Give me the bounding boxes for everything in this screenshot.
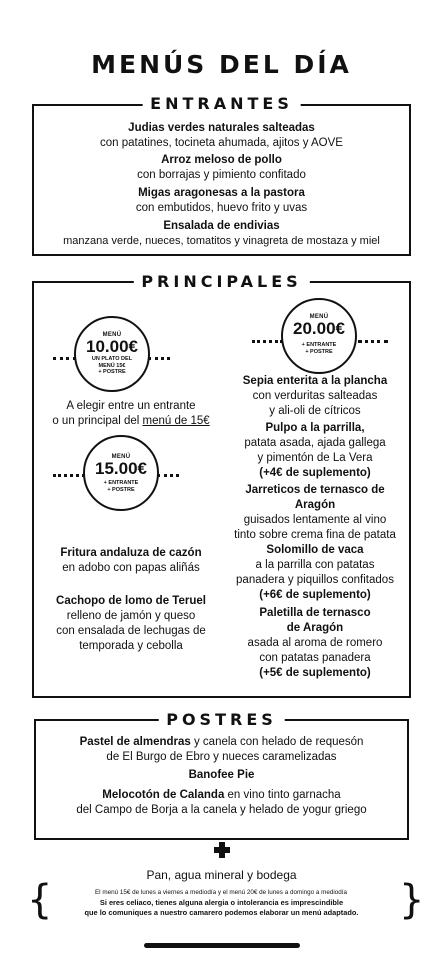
- dish-line: [34, 788, 409, 803]
- postre-item: [34, 735, 409, 765]
- dish-description: con verduritas salteadas: [252, 390, 378, 402]
- dish-name: Banofee Pie: [188, 769, 255, 781]
- dotted-line: [148, 357, 170, 360]
- dish-name: Ensalada de endivias: [163, 220, 280, 232]
- dish-description: y ali-oli de cítricos: [269, 405, 361, 417]
- dish-line: [34, 735, 409, 750]
- allergy-note: Si eres celiaco, tienes alguna alergia o intolerancia es imprescindible: [99, 898, 344, 907]
- principal-item: [26, 594, 236, 654]
- principal-item: [222, 374, 408, 419]
- principal-item: [216, 543, 414, 603]
- principal-item: [222, 421, 408, 481]
- dish-name: Jarreticos de ternasco de: [245, 484, 385, 496]
- postre-item: [34, 788, 409, 818]
- dish-description: en adobo con papas aliñás: [62, 562, 200, 574]
- dish-description: panadera y piquillos confitados: [236, 574, 394, 586]
- dish-description: de El Burgo de Ebro y nueces caramelizadas: [106, 751, 337, 763]
- postres-heading: POSTRES: [158, 710, 285, 729]
- menu-includes: MENÚ 15€: [98, 362, 126, 369]
- principal-item: [222, 606, 408, 681]
- dish-description: relleno de jamón y queso: [66, 610, 196, 622]
- dotted-line: [252, 340, 283, 343]
- dish-description: con borrajas y pimiento confitado: [137, 169, 306, 181]
- dish-description: y canela con helado de requesón: [190, 736, 364, 748]
- plus-icon: [214, 842, 230, 858]
- dish-name: Aragón: [294, 499, 336, 511]
- entrante-item: [32, 153, 411, 183]
- dish-description: en vino tinto garnacha: [224, 789, 341, 801]
- dish-name: Solomillo de vaca: [266, 544, 364, 556]
- principal-item: [216, 483, 414, 543]
- menu-label: MENÚ: [102, 332, 122, 338]
- schedule-note: El menú 15€ de lunes a viernes a mediodía y el menú 20€ de lunes a domingo a mediodía: [94, 889, 348, 896]
- menu-includes: UN PLATO DEL: [91, 356, 133, 362]
- entrante-item: [32, 121, 411, 151]
- dish-name: Melocotón de Calanda: [102, 789, 225, 801]
- menu-label: MENÚ: [309, 314, 329, 320]
- right-brace-icon: }: [399, 877, 425, 923]
- extras-line: Pan, agua mineral y bodega: [146, 868, 297, 882]
- dish-name: Judias verdes naturales salteadas: [128, 122, 315, 134]
- note-line: [36, 414, 226, 429]
- menu-includes: + POSTRE: [107, 486, 135, 493]
- dish-name: Pulpo a la parrilla,: [265, 422, 365, 434]
- menu-includes: + ENTRANTE: [103, 480, 139, 486]
- menu-price: 20.00€: [293, 319, 345, 338]
- dish-description: y pimentón de La Vera: [257, 452, 373, 464]
- menu-includes: + POSTRE: [98, 369, 126, 375]
- supplement: (+5€ de suplemento): [259, 667, 371, 679]
- menu-15-badge: [83, 435, 159, 511]
- dish-description: patata asada, ajada gallega: [244, 437, 386, 449]
- dish-description: temporada y cebolla: [79, 640, 183, 652]
- dish-name: Migas aragonesas a la pastora: [138, 187, 305, 199]
- dotted-line: [53, 474, 85, 477]
- dish-description: manzana verde, nueces, tomatitos y vinagreta de mostaza y miel: [63, 235, 380, 247]
- entrante-item: [32, 186, 411, 216]
- dish-description: con embutidos, huevo frito y uvas: [135, 202, 308, 214]
- supplement: (+4€ de suplemento): [259, 467, 371, 479]
- menu-20-badge: [281, 298, 357, 374]
- dish-description: asada al aroma de romero: [247, 637, 383, 649]
- menu-price: 15.00€: [95, 459, 147, 478]
- allergy-note: que lo comuniques a nuestro camarero podemos elaborar un menú adaptado.: [84, 908, 359, 917]
- menu-10-note: [36, 399, 226, 429]
- dish-description: con ensalada de lechugas de: [56, 625, 206, 637]
- dish-name: Pastel de almendras: [79, 736, 191, 748]
- menu-10-badge: [74, 316, 150, 392]
- dish-description: con patatines, tocineta ahumada, ajitos y AOVE: [100, 137, 343, 149]
- dish-name: Arroz meloso de pollo: [161, 154, 282, 166]
- entrante-item: [32, 219, 411, 249]
- dish-name: Sepia enterita a la plancha: [242, 375, 388, 387]
- home-indicator[interactable]: [144, 943, 300, 948]
- dish-name: Cachopo de lomo de Teruel: [56, 595, 206, 607]
- dish-name: Fritura andaluza de cazón: [60, 547, 202, 559]
- principales-heading: PRINCIPALES: [133, 272, 309, 291]
- entrantes-heading: ENTRANTES: [142, 94, 301, 113]
- dish-description: con patatas panadera: [259, 652, 371, 664]
- menu-price: 10.00€: [86, 337, 138, 356]
- dish-description: del Campo de Borja a la canela y helado de yogur griego: [76, 804, 367, 816]
- dotted-line: [157, 474, 179, 477]
- menu-includes: + POSTRE: [305, 348, 333, 355]
- dotted-line: [358, 340, 388, 343]
- dish-description: a la parrilla con patatas: [255, 559, 375, 571]
- principal-item: [36, 546, 226, 576]
- dish-name: Paletilla de ternasco: [259, 607, 371, 619]
- dish-description: tinto sobre crema fina de patata: [234, 529, 396, 541]
- menu-label: MENÚ: [111, 454, 131, 460]
- page-title: MENÚS DEL DÍA: [91, 50, 352, 79]
- left-brace-icon: {: [27, 877, 53, 923]
- postre-item: [34, 768, 409, 783]
- dish-name: de Aragón: [286, 622, 344, 634]
- menu-includes: + ENTRANTE: [301, 342, 337, 348]
- supplement: (+6€ de suplemento): [259, 589, 371, 601]
- dish-description: guisados lentamente al vino: [243, 514, 387, 526]
- dotted-line: [53, 357, 76, 360]
- note-link: menú de 15€: [142, 415, 210, 427]
- note-text: o un principal del: [52, 415, 143, 427]
- note-line: A elegir entre un entrante: [66, 400, 196, 412]
